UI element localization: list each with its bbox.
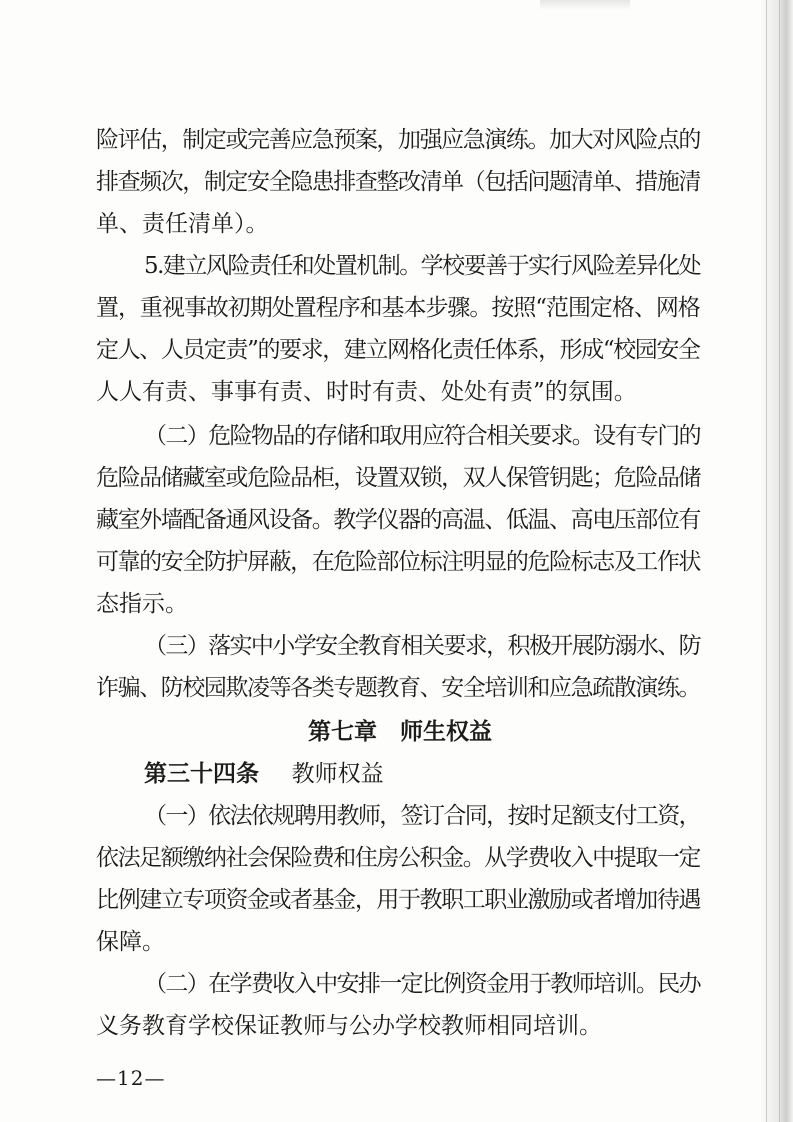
text-line: 诈骗、防校园欺凌等各类专题教育、安全培训和应急疏散演练。 xyxy=(96,675,701,701)
page-edge-line xyxy=(766,0,767,1122)
article-heading xyxy=(144,758,384,790)
article-number: 第三十四条 xyxy=(144,761,259,787)
text-line: 保障。 xyxy=(96,929,165,955)
text-line: 5.建立风险责任和处置机制。学校要善于实行风险差异化处 xyxy=(144,253,700,279)
text-line: 可靠的安全防护屏蔽，在危险部位标注明显的危险标志及工作状 xyxy=(96,549,701,575)
scan-mark xyxy=(540,0,630,10)
text-line: 义务教育学校保证教师与公办学校教师相同培训。 xyxy=(96,1013,602,1039)
text-line: （一）依法依规聘用教师，签订合同，按时足额支付工资， xyxy=(144,803,701,829)
text-line: 比例建立专项资金或者基金，用于教职工职业激励或者增加待遇 xyxy=(96,887,701,913)
text-line: （三）落实中小学安全教育相关要求，积极开展防溺水、防 xyxy=(144,633,701,659)
text-line: 单、责任清单）。 xyxy=(96,211,269,237)
text-line: （二）危险物品的存储和取用应符合相关要求。设有专门的 xyxy=(144,423,701,449)
text-line: 藏室外墙配备通风设备。教学仪器的高温、低温、高电压部位有 xyxy=(96,507,701,533)
text-line: （二）在学费收入中安排一定比例资金用于教师培训。民办 xyxy=(144,971,701,997)
article-title: 教师权益 xyxy=(291,761,384,787)
text-line: 置，重视事故初期处置程序和基本步骤。按照“范围定格、网格 xyxy=(96,295,700,321)
text-line: 危险品储藏室或危险品柜，设置双锁，双人保管钥匙；危险品储 xyxy=(96,465,701,491)
text-line: 态指示。 xyxy=(96,591,188,617)
text-line: 定人、人员定责”的要求，建立网格化责任体系，形成“校园安全 xyxy=(96,337,700,363)
text-line: 人人有责、事事有责、时时有责、处处有责”的氛围。 xyxy=(96,379,637,405)
text-line: 排查频次，制定安全隐患排查整改清单（包括问题清单、措施清 xyxy=(96,169,701,195)
page-edge-line xyxy=(779,0,780,1122)
page-edge-shadow xyxy=(759,0,793,1122)
text-line: 依法足额缴纳社会保险费和住房公积金。从学费收入中提取一定 xyxy=(96,845,701,871)
page-number: —12— xyxy=(96,1066,166,1090)
text-line: 险评估，制定或完善应急预案，加强应急演练。加大对风险点的 xyxy=(96,127,701,153)
chapter-heading: 第七章 师生权益 xyxy=(308,719,492,745)
